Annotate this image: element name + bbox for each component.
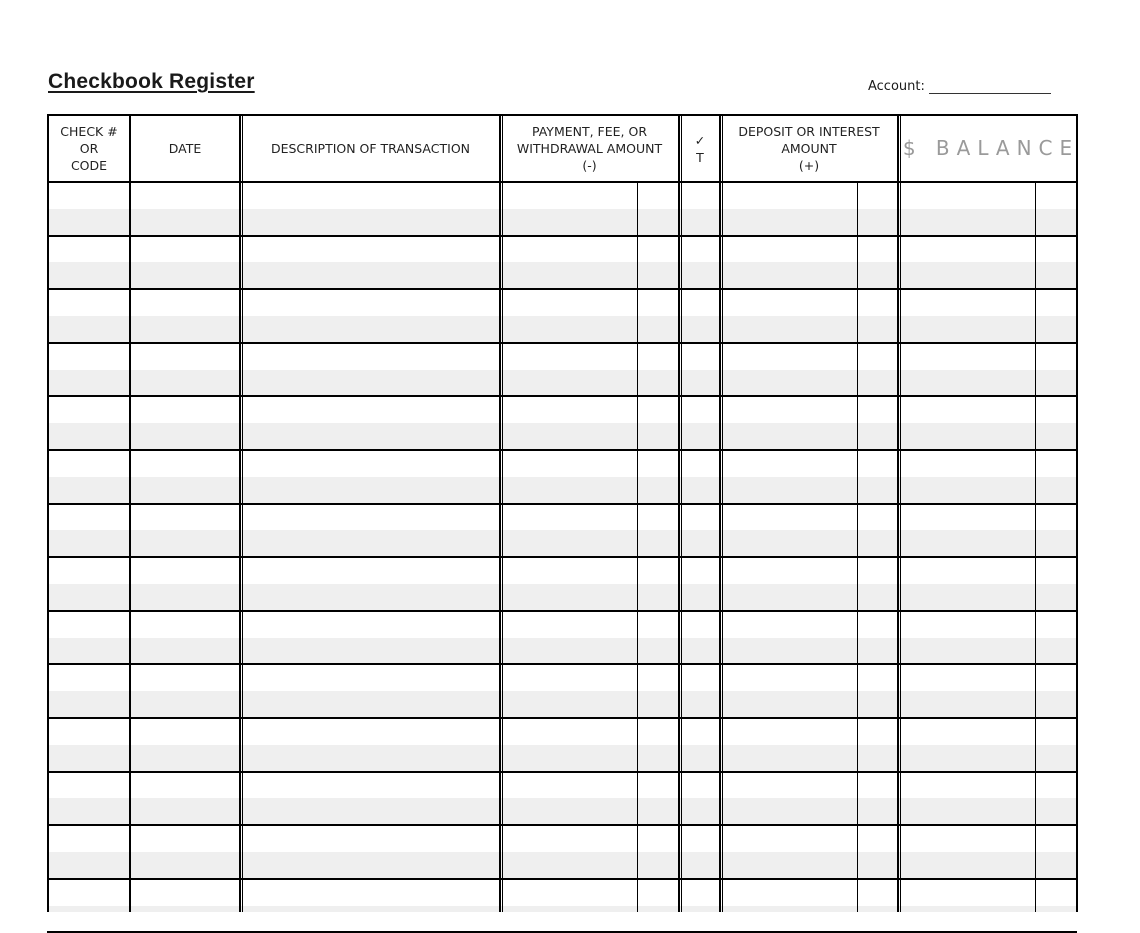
register-row-stripe <box>47 423 1077 450</box>
register-row-stripe <box>47 691 1077 718</box>
column-rule <box>239 114 241 912</box>
header-description <box>241 115 500 182</box>
header-deposit-line-3: (+) <box>798 158 820 173</box>
register-row-stripe <box>47 638 1077 665</box>
register-row-line <box>47 503 1077 505</box>
register-row-line <box>47 824 1077 826</box>
register-row-line <box>47 931 1077 933</box>
register-row-stripe <box>47 209 1077 236</box>
register-row-stripe <box>47 745 1077 772</box>
header-check-line-2: OR <box>79 141 99 156</box>
register-row-stripe <box>47 477 1077 504</box>
register-row-line <box>47 556 1077 558</box>
header-deposit-line-1: DEPOSIT OR INTEREST <box>738 124 880 139</box>
page-title: Checkbook Register <box>48 70 255 93</box>
register-row-line <box>47 610 1077 612</box>
header-payment-line-3: (-) <box>582 158 597 173</box>
register-row-stripe <box>47 906 1077 912</box>
column-rule <box>129 114 131 912</box>
header-balance-label: $ BALANCE <box>902 136 1080 160</box>
register-row-stripe <box>47 852 1077 879</box>
header-date <box>130 115 240 182</box>
column-rule <box>900 114 901 912</box>
column-rule <box>722 114 723 912</box>
register-row-line <box>47 878 1077 880</box>
header-date-label: DATE <box>168 141 202 156</box>
header-deposit <box>721 115 897 182</box>
header-cleared-check: ✓ <box>694 132 706 148</box>
header-deposit-line-2: AMOUNT <box>781 141 837 156</box>
column-rule <box>1076 114 1078 912</box>
header-cleared <box>680 115 720 182</box>
register-row-line <box>47 449 1077 451</box>
register-row-line <box>47 717 1077 719</box>
header-description-label: DESCRIPTION OF TRANSACTION <box>270 141 471 156</box>
register-row-line <box>47 395 1077 397</box>
column-rule <box>681 114 682 912</box>
column-rule <box>502 114 503 912</box>
register-row-stripe <box>47 316 1077 343</box>
register-row-line <box>47 663 1077 665</box>
column-rule <box>678 114 680 912</box>
header-payment-line-1: PAYMENT, FEE, OR <box>531 124 648 139</box>
account-label: Account: <box>868 79 925 94</box>
account-blank-line[interactable] <box>929 81 1051 94</box>
header-check-line-1: CHECK # <box>60 124 118 139</box>
header-check-code <box>49 115 129 182</box>
column-rule <box>242 114 243 912</box>
register-row-stripe <box>47 262 1077 289</box>
register-row-line <box>47 342 1077 344</box>
header-cleared-t: T <box>696 149 704 165</box>
register-row-line <box>47 771 1077 773</box>
register-row-stripe <box>47 798 1077 825</box>
header-balance <box>899 115 1080 182</box>
header-payment-line-2: WITHDRAWAL AMOUNT <box>516 141 663 156</box>
account-field[interactable] <box>868 79 1051 94</box>
column-rule <box>719 114 721 912</box>
register-row-stripe <box>47 370 1077 397</box>
register-row-stripe <box>47 530 1077 557</box>
register-row-stripe <box>47 584 1077 611</box>
column-rule <box>499 114 501 912</box>
cents-divider <box>857 182 858 912</box>
column-rule <box>47 114 49 912</box>
register-row-line <box>47 235 1077 237</box>
cents-divider <box>1035 182 1036 912</box>
column-rule <box>897 114 899 912</box>
header-check-line-3: CODE <box>70 158 108 173</box>
cents-divider <box>637 182 638 912</box>
header-payment <box>501 115 678 182</box>
register-row-line <box>47 288 1077 290</box>
